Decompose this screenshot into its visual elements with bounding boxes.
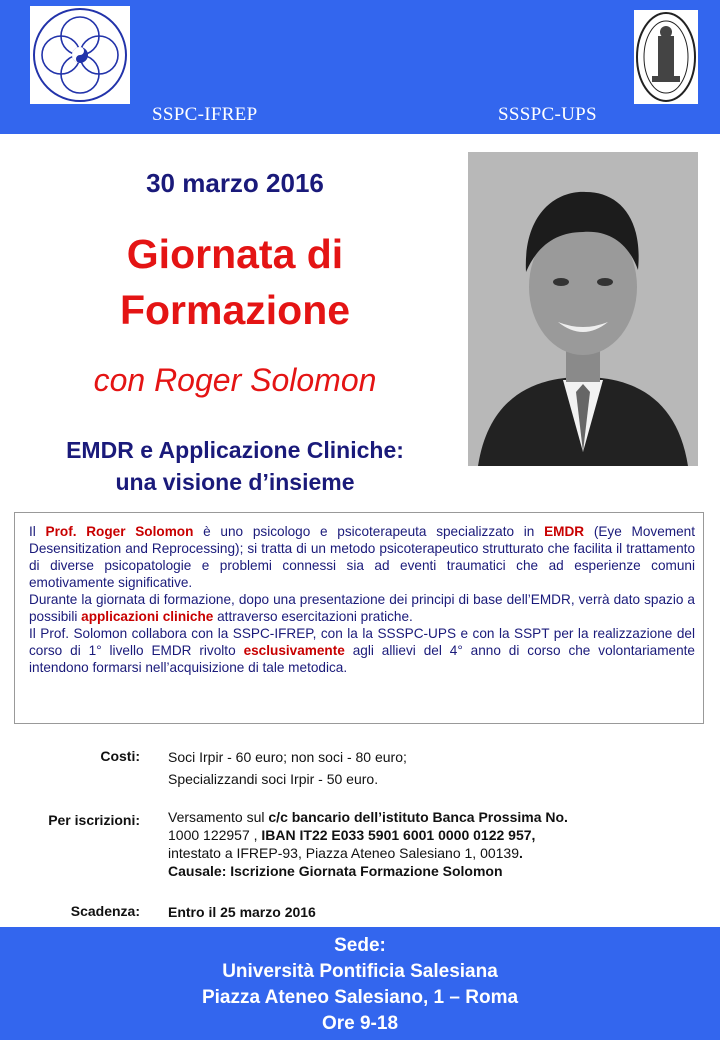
footer-venue-address: Piazza Ateneo Salesiano, 1 – Roma [201, 987, 519, 1008]
speaker-photo [468, 152, 698, 466]
ups-seal-icon [634, 10, 698, 104]
costs-value [168, 748, 698, 788]
registration-label: Per iscrizioni: [48, 812, 140, 828]
footer-venue-label: Sede: [334, 935, 386, 956]
reg-l1-bank: c/c bancario dell’istituto Banca Prossima No. [268, 809, 568, 825]
info-p2-text-a: Durante la giornata di formazione, dopo una presentazione dei principi di base dell’EMDR, verrà dato spazio a possibili [29, 592, 695, 624]
info-p3-highlight: esclusivamente [243, 643, 345, 658]
header-bar [0, 0, 720, 134]
event-title-line2: Formazione [119, 287, 351, 333]
footer-bar [0, 927, 720, 1040]
footer-hours: Ore 9-18 [321, 1013, 399, 1034]
deadline-value [168, 903, 698, 921]
reg-l3-dot: . [519, 845, 523, 861]
deadline-label: Scadenza: [70, 903, 140, 919]
event-topic [20, 434, 450, 498]
info-paragraph-2 [29, 591, 695, 625]
header-right-label: SSSPC-UPS [498, 104, 597, 125]
info-p2-text-c: attraverso esercitazioni pratiche. [213, 609, 413, 624]
speaker-info-box [14, 512, 704, 724]
info-p1-emdr: EMDR [544, 524, 585, 539]
event-subtitle: con Roger Solomon [93, 362, 377, 398]
event-date: 30 marzo 2016 [146, 168, 324, 198]
info-p1-text-c: è uno psicologo e psicoterapeuta specializzato in [193, 524, 545, 539]
info-p3-text-a: Il Prof. Solomon collabora con la SSPC-IFREP, con la la SSSPC-UPS e con la SSPT per la realizzazione del corso di 1° livello EMDR rivolto [29, 626, 695, 658]
registration-value [168, 808, 698, 880]
info-p1-speaker-name: Prof. Roger Solomon [45, 524, 194, 539]
info-p1-text-e: (Eye Movement Desensitization and Reprocessing); si tratta di un metodo psicoterapeutico strutturato che facilita il trattamento di diverse psicopatologie e problemi connessi sia ad eventi traumatici che ad esperienze comuni emotivamente significative. [29, 524, 695, 590]
deadline-date: Entro il 25 marzo 2016 [168, 904, 316, 920]
reg-l3-text: intestato a IFREP-93, Piazza Ateneo Salesiano 1, 00139 [168, 845, 520, 861]
info-p3-text-c: agli allievi del 4° anno di corso che volontariamente intendono formarsi nell’acquisizione di tale metodica. [29, 643, 695, 675]
registration-line3 [168, 844, 698, 862]
registration-line2 [168, 826, 698, 844]
registration-line1 [168, 808, 698, 826]
reg-l4-causale: Causale: Iscrizione Giornata Formazione Solomon [168, 863, 503, 879]
costs-label: Costi: [100, 748, 140, 764]
ifrep-logo-icon [30, 6, 130, 104]
footer-venue-name: Università Pontificia Salesiana [222, 961, 498, 982]
ups-seal [634, 10, 698, 104]
event-title [40, 226, 430, 338]
costs-line1: Soci Irpir - 60 euro; non soci - 80 euro; [168, 749, 407, 765]
event-topic-line2: una visione d’insieme [115, 469, 355, 495]
reg-l2-text: 1000 122957 , [168, 827, 262, 843]
info-paragraph-3 [29, 625, 695, 676]
costs-line2: Specializzandi soci Irpir - 50 euro. [168, 771, 379, 787]
speaker-portrait-icon [468, 152, 698, 466]
info-p1-text-a: Il [29, 524, 46, 539]
info-paragraph-1 [29, 523, 695, 591]
reg-l1-text: Versamento sul [168, 809, 269, 825]
event-topic-line1: EMDR e Applicazione Cliniche: [66, 437, 404, 463]
ifrep-logo [30, 6, 130, 104]
reg-l2-iban: IBAN IT22 E033 5901 6001 0000 0122 957, [261, 827, 536, 843]
header-left-label: SSPC-IFREP [152, 104, 258, 125]
registration-line4 [168, 862, 698, 880]
event-title-line1: Giornata di [126, 231, 344, 277]
info-p2-highlight: applicazioni cliniche [81, 609, 214, 624]
